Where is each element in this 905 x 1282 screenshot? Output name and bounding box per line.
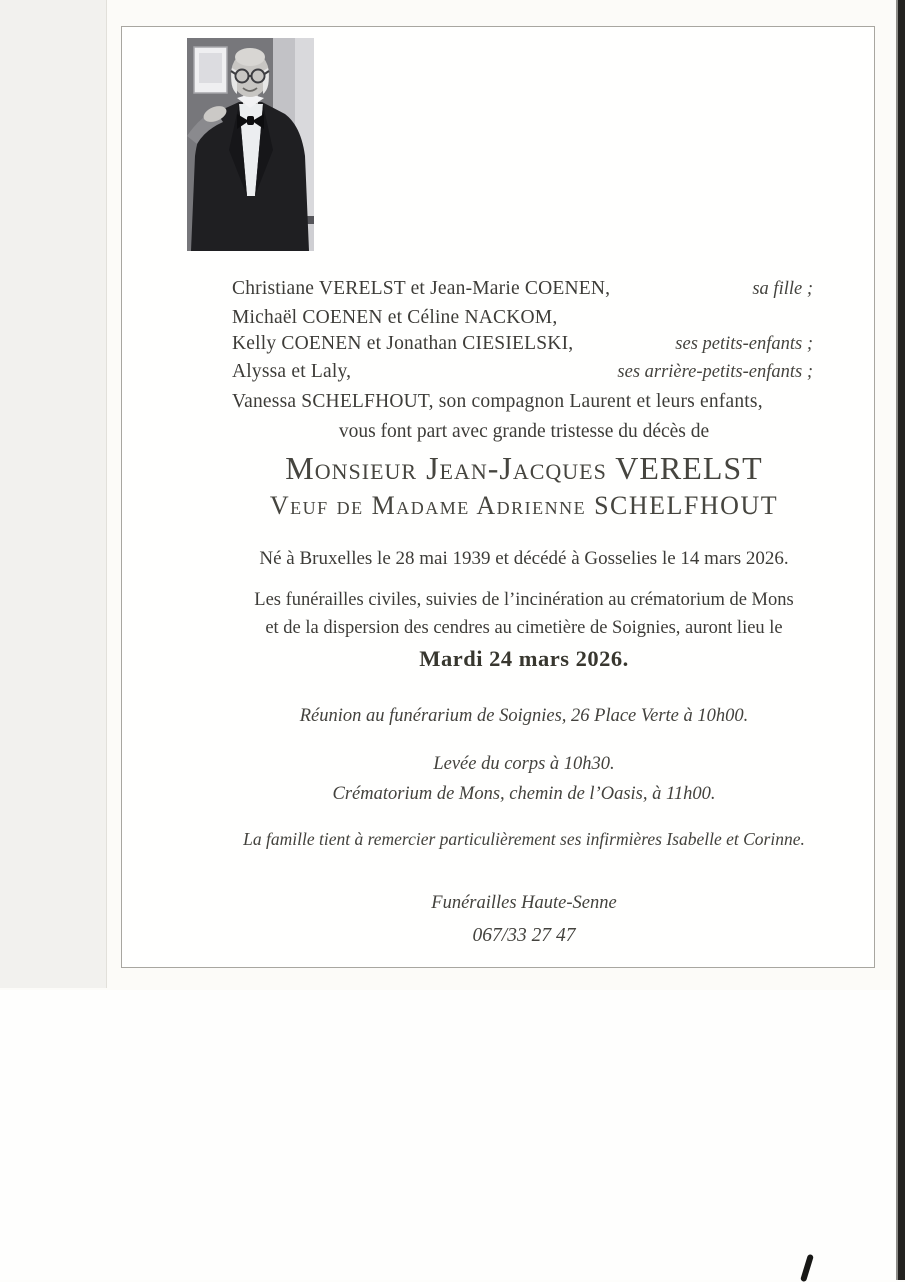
relation-label: ses petits-enfants ; [675, 334, 813, 354]
scan-dark-edge [896, 0, 905, 1280]
relation-label: sa fille ; [752, 279, 813, 299]
family-line [232, 278, 813, 300]
ceremony-date: Mardi 24 mars 2026. [419, 646, 629, 671]
family-line [232, 307, 813, 329]
portrait-photo-illustration [187, 38, 314, 251]
family-line [232, 361, 813, 383]
family-names: Kelly COENEN et Jonathan CIESIELSKI, [232, 333, 574, 354]
crematorium-line: Crématorium de Mons, chemin de l’Oasis, à 11h00. [332, 784, 716, 804]
ceremony-intro-line1: Les funérailles civiles, suivies de l’incinération au crématorium de Mons [254, 590, 794, 610]
ceremony-intro-line2: et de la dispersion des cendres au cimetière de Soignies, auront lieu le [265, 618, 783, 638]
deceased-name: Monsieur Jean-Jacques VERELST [285, 450, 763, 486]
family-names: Christiane VERELST et Jean-Marie COENEN, [232, 278, 611, 299]
scan-left-margin [0, 0, 107, 988]
deceased-widower-line: Veuf de Madame Adrienne SCHELFHOUT [269, 491, 779, 520]
family-names: Vanessa SCHELFHOUT, son compagnon Laurent et leurs enfants, [232, 391, 763, 412]
announcement-line: vous font part avec grande tristesse du décès de [338, 421, 710, 442]
portrait-photo [187, 38, 314, 251]
funeral-home-name: Funérailles Haute-Senne [431, 893, 617, 913]
funeral-home-phone: 067/33 27 47 [472, 925, 576, 946]
birth-death-line: Né à Bruxelles le 28 mai 1939 et décédé à Gosselies le 14 mars 2026. [259, 548, 789, 569]
family-names: Michaël COENEN et Céline NACKOM, [232, 307, 558, 328]
body-removal-line: Levée du corps à 10h30. [433, 754, 615, 774]
family-names: Alyssa et Laly, [232, 361, 352, 382]
mourning-card [121, 26, 875, 968]
family-line [232, 391, 813, 413]
relation-label: ses arrière-petits-enfants ; [617, 362, 813, 382]
thanks-line: La famille tient à remercier particulièrement ses infirmières Isabelle et Corinne. [243, 829, 805, 849]
family-line [232, 333, 813, 355]
scan-lower-area [0, 990, 905, 1280]
meeting-line: Réunion au funérarium de Soignies, 26 Place Verte à 10h00. [299, 706, 749, 726]
